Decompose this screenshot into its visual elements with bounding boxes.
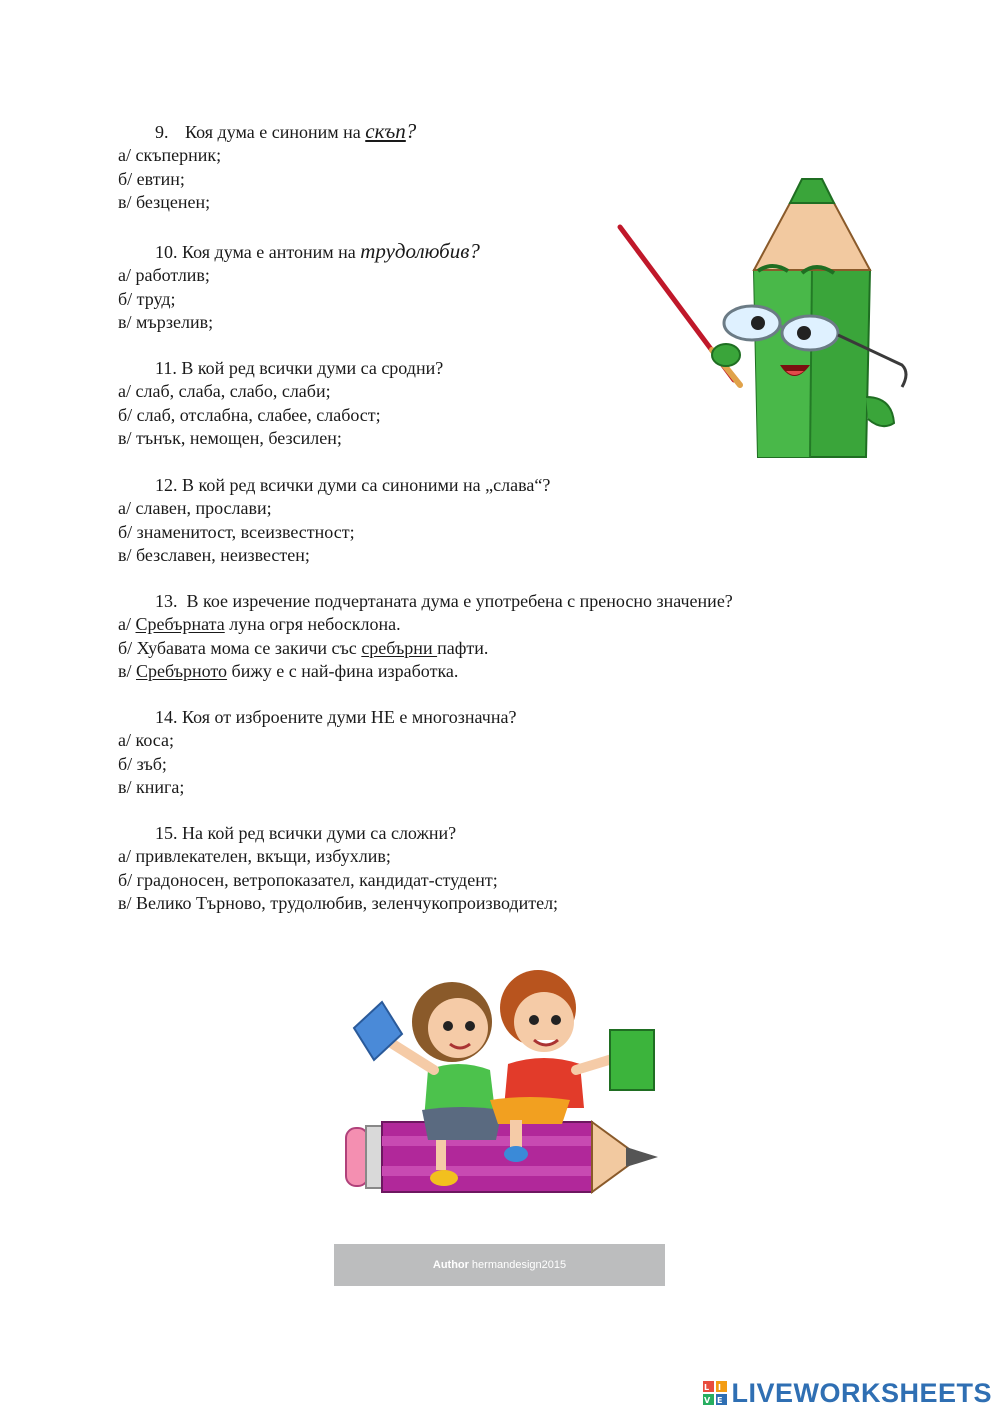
underlined-word: сребърни xyxy=(361,637,438,658)
answer-option-b[interactable]: б/ Хубавата мома се закичи със сребърни пафти. xyxy=(118,637,489,658)
live-logo-mark-icon xyxy=(703,1381,727,1405)
question-stem: 10. Коя дума е антоним на трудолюбив? xyxy=(155,239,480,263)
answer-option-b[interactable]: б/ слаб, отслабна, слабее, слабост; xyxy=(118,404,381,425)
answer-option-a[interactable]: а/ слаб, слаба, слабо, слаби; xyxy=(118,381,331,402)
question-number: 12. xyxy=(155,475,178,495)
svg-text:I: I xyxy=(718,1383,722,1392)
logo-text: LIVEWORKSHEETS xyxy=(731,1377,992,1408)
question-14 xyxy=(118,706,838,799)
answer-option-b[interactable]: б/ знаменитост, всеизвестност; xyxy=(118,521,355,542)
answer-option-a[interactable]: а/ работлив; xyxy=(118,265,210,286)
question-stem: 14. Коя от изброените думи НЕ е многозначна? xyxy=(118,706,838,729)
question-stem: 11. В кой ред всички думи са сродни? xyxy=(118,357,838,380)
liveworksheets-logo xyxy=(703,1378,992,1408)
answer-option-c[interactable]: в/ безценен; xyxy=(118,191,211,212)
keyword: трудолюбив? xyxy=(360,239,480,263)
answer-option-a[interactable]: а/ привлекателен, вкъщи, избухлив; xyxy=(118,846,391,867)
answer-option-b[interactable]: б/ труд; xyxy=(118,288,176,309)
underlined-word: Сребърната xyxy=(135,614,225,635)
answer-option-c[interactable]: в/ Сребърното бижу е с най-фина изработка. xyxy=(118,660,459,681)
answer-option-c[interactable]: в/ книга; xyxy=(118,776,185,797)
svg-text:E: E xyxy=(717,1396,723,1405)
question-number: 13. xyxy=(155,591,178,611)
keyword: скъп xyxy=(365,119,406,143)
author-credit: Author hermandesign2015 xyxy=(334,1244,665,1286)
answer-option-b[interactable]: б/ евтин; xyxy=(118,168,185,189)
question-stem: 13. В кое изречение подчертаната дума е употребена с преносно значение? xyxy=(118,590,838,613)
question-stem: 12. В кой ред всички думи са синоними на „слава“? xyxy=(118,474,838,497)
answer-option-b[interactable]: б/ градоносен, ветропоказател, кандидат-студент; xyxy=(118,869,498,890)
question-number: 15. xyxy=(155,823,178,843)
question-number: 9. xyxy=(155,122,169,142)
answer-option-a[interactable]: а/ скъперник; xyxy=(118,145,222,166)
pencil-teacher-illustration xyxy=(612,175,922,465)
answer-option-c[interactable]: в/ мързелив; xyxy=(118,311,214,332)
question-15 xyxy=(118,822,838,915)
svg-text:L: L xyxy=(704,1383,710,1392)
question-number: 11. xyxy=(155,358,177,378)
kids-on-pencil-illustration xyxy=(340,960,670,1205)
svg-text:V: V xyxy=(704,1396,711,1405)
question-stem: 15. На кой ред всички думи са сложни? xyxy=(118,822,838,845)
question-number: 10. xyxy=(155,242,178,262)
answer-option-c[interactable]: в/ тънък, немощен, безсилен; xyxy=(118,427,342,448)
answer-option-a[interactable]: а/ Сребърната луна огря небосклона. xyxy=(118,614,401,635)
answer-option-b[interactable]: б/ зъб; xyxy=(118,753,167,774)
question-number: 14. xyxy=(155,707,178,727)
question-stem: 9. Коя дума е синоним на скъп? xyxy=(155,119,417,143)
answer-option-c[interactable]: в/ Велико Търново, трудолюбив, зеленчукопроизводител; xyxy=(118,892,559,913)
underlined-word: Сребърното xyxy=(136,660,228,681)
answer-option-a[interactable]: а/ славен, прослави; xyxy=(118,498,272,519)
answer-option-c[interactable]: в/ безславен, неизвестен; xyxy=(118,544,310,565)
answer-option-a[interactable]: а/ коса; xyxy=(118,730,174,751)
question-12 xyxy=(118,474,838,567)
question-13 xyxy=(118,590,838,683)
